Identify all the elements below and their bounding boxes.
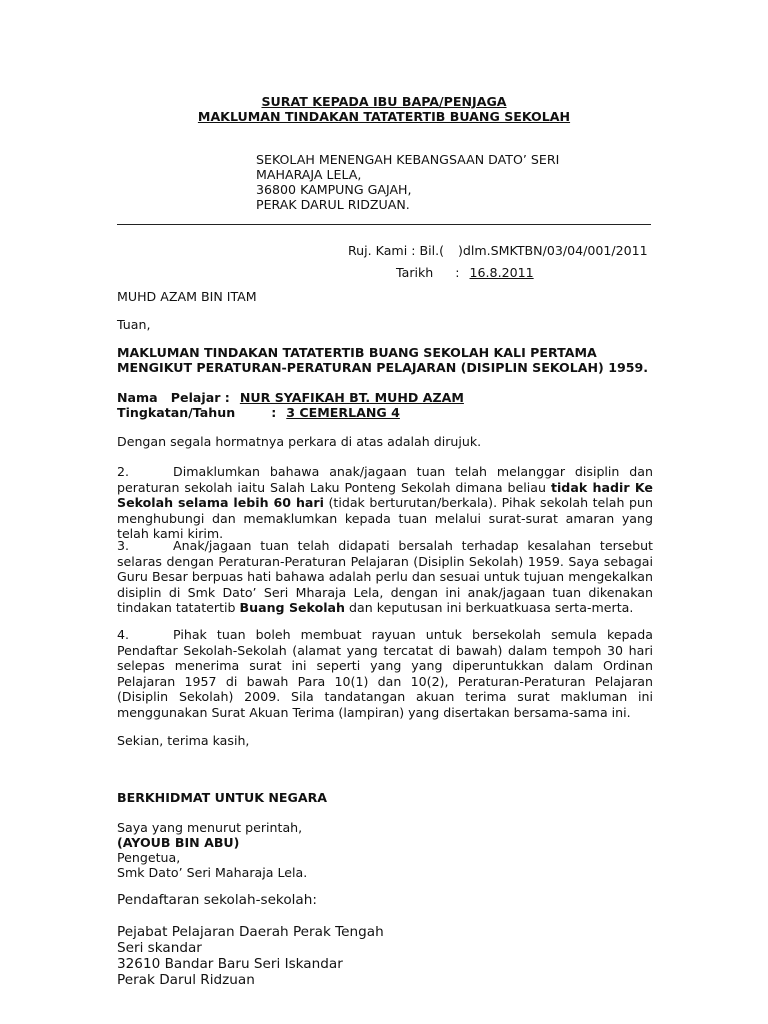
- header-divider: [117, 224, 651, 225]
- reference-number: [348, 243, 648, 258]
- date-line: [396, 265, 534, 280]
- reference-value: )dlm.SMKTBN/03/04/001/2011: [458, 243, 648, 258]
- intro-paragraph: Dengan segala hormatnya perkara di atas adalah dirujuk.: [117, 434, 482, 449]
- date-separator: :: [455, 265, 460, 280]
- address-line: PERAK DARUL RIDZUAN.: [256, 197, 410, 212]
- address-line: MAHARAJA LELA,: [256, 167, 362, 182]
- paragraph-number: 2.: [117, 464, 130, 479]
- registrar-address-line: 32610 Bandar Baru Seri Iskandar: [117, 956, 343, 972]
- paragraph-text: dan keputusan ini berkuatkuasa serta-merta.: [345, 600, 634, 615]
- closing: Sekian, terima kasih,: [117, 733, 250, 748]
- signatory-school: Smk Dato’ Seri Maharaja Lela.: [117, 865, 308, 880]
- paragraph-emphasis: Buang Sekolah: [239, 600, 346, 615]
- signoff-line: Saya yang menurut perintah,: [117, 820, 303, 835]
- paragraph-number: 3.: [117, 538, 130, 553]
- student-name-value: NUR SYAFIKAH BT. MUHD AZAM: [239, 390, 464, 405]
- paragraph-2: [117, 464, 653, 542]
- registrar-heading: Pendaftaran sekolah-sekolah:: [117, 892, 317, 908]
- paragraph-number: 4.: [117, 627, 130, 642]
- recipient-name: MUHD AZAM BIN ITAM: [117, 289, 257, 304]
- reference-label: Ruj. Kami : Bil.(: [348, 243, 444, 258]
- student-class-label: Tingkatan/Tahun: [117, 405, 236, 420]
- paragraph-text: Pihak tuan boleh membuat rayuan untuk bersekolah semula kepada Pendaftar Sekolah-Sekolah (alamat yang tercatat di bawah) dalam tempoh 30 hari selepas menerima surat ini seperti yang yang diperuntukkan dalam Ordinan Pelajaran 1957 di bawah Para 10(1) dan 10(2), Peraturan-Peraturan Pelajaran (Disiplin Sekolah) 2009. Sila tandatangan akuan terima surat makluman ini menggunakan Surat Akuan Terima (lampiran) yang disertakan bersama-sama ini.: [117, 627, 653, 720]
- date-label: Tarikh: [396, 265, 434, 280]
- paragraph-text: Anak/jagaan tuan telah didapati bersalah terhadap kesalahan tersebut selaras dengan Peraturan-Peraturan Pelajaran (Disiplin Sekolah) 1959. Saya sebagai Guru Besar berpuas hati bahawa adalah perlu dan sesuai untuk tujuan mengekalkan disiplin di Smk Dato’ Seri Mharaja Lela, dengan ini anak/jagaan tuan dikenakan tindakan tatatertib: [117, 538, 653, 615]
- address-line: 36800 KAMPUNG GAJAH,: [256, 182, 412, 197]
- student-class-value: 3 CEMERLANG 4: [286, 405, 400, 420]
- paragraph-4: [117, 627, 653, 720]
- registrar-address-line: Perak Darul Ridzuan: [117, 972, 255, 988]
- signatory-name: (AYOUB BIN ABU): [117, 835, 240, 850]
- address-line: SEKOLAH MENENGAH KEBANGSAAN DATO’ SERI: [256, 152, 560, 167]
- paragraph-text: Dimaklumkan bahawa anak/jagaan tuan telah melanggar disiplin dan peraturan sekolah iaitu Salah Laku Ponteng Sekolah dimana beliau: [117, 464, 653, 495]
- student-class-separator: :: [271, 405, 277, 420]
- paragraph-3: [117, 538, 653, 616]
- motto: BERKHIDMAT UNTUK NEGARA: [117, 790, 328, 805]
- student-name-label: Nama Pelajar :: [117, 390, 230, 405]
- date-value: 16.8.2011: [469, 265, 534, 280]
- student-name-row: [117, 390, 464, 405]
- paragraph-emphasis: tidak hadir Ke Sekolah selama lebih 60 hari: [117, 479, 653, 510]
- salutation: Tuan,: [117, 317, 151, 332]
- paragraph-text: (tidak berturutan/berkala). Pihak sekolah telah pun menghubungi dan memaklumkan kepada tuan melalui surat-surat amaran yang telah kami kirim.: [117, 495, 653, 541]
- subject-line1: MAKLUMAN TINDAKAN TATATERTIB BUANG SEKOLAH KALI PERTAMA: [117, 345, 597, 360]
- letter-heading-line2: MAKLUMAN TINDAKAN TATATERTIB BUANG SEKOLAH: [197, 109, 571, 124]
- student-class-row: [117, 405, 400, 420]
- letter-heading-line1: SURAT KEPADA IBU BAPA/PENJAGA: [261, 94, 507, 109]
- registrar-address-line: Seri skandar: [117, 940, 202, 956]
- signatory-title: Pengetua,: [117, 850, 181, 865]
- registrar-address-line: Pejabat Pelajaran Daerah Perak Tengah: [117, 924, 384, 940]
- subject-line2: MENGIKUT PERATURAN-PERATURAN PELAJARAN (DISIPLIN SEKOLAH) 1959.: [117, 360, 649, 375]
